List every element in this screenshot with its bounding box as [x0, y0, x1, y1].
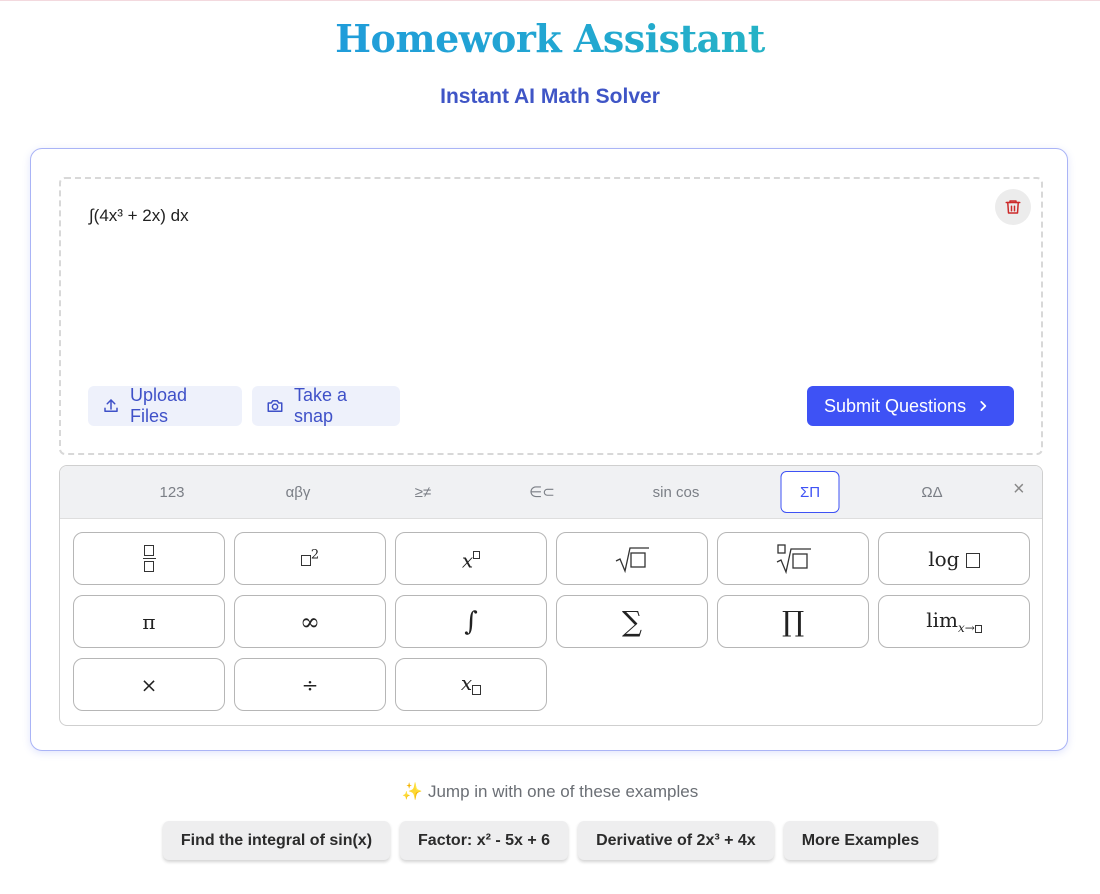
examples-row	[0, 821, 1100, 860]
key-nth-root[interactable]	[717, 532, 869, 585]
keypad-keys	[73, 532, 1031, 711]
multiply-icon: ×	[140, 672, 158, 697]
top-border	[0, 0, 1100, 1]
camera-icon	[266, 397, 284, 415]
clear-button[interactable]	[995, 189, 1031, 225]
key-integral[interactable]	[395, 595, 547, 648]
question-text[interactable]: ∫(4x³ + 2x) dx	[89, 206, 189, 225]
divide-icon: ÷	[301, 672, 319, 697]
more-examples-button[interactable]: More Examples	[784, 821, 937, 860]
upload-icon	[102, 397, 120, 415]
limit-icon: $\lim_{x\to}$	[926, 608, 982, 635]
take-snap-label: Take a snap	[294, 385, 348, 426]
page-subtitle: Instant AI Math Solver	[440, 85, 660, 108]
take-snap-button[interactable]	[252, 386, 400, 426]
key-limit[interactable]	[878, 595, 1030, 648]
key-subscript[interactable]	[395, 658, 547, 711]
tab-symbols[interactable]: ΩΔ	[921, 483, 943, 501]
keypad-tabs	[60, 466, 1042, 519]
fraction-icon	[143, 545, 156, 572]
tab-greek[interactable]: αβγ	[285, 483, 311, 501]
tab-sets[interactable]: ∈⊂	[529, 484, 555, 501]
log-icon: log	[928, 547, 980, 571]
chevron-right-icon	[976, 399, 990, 413]
key-fraction[interactable]	[73, 532, 225, 585]
nth-root-icon	[774, 544, 812, 574]
pi-icon: π	[142, 609, 156, 634]
key-multiply[interactable]	[73, 658, 225, 711]
example-derivative-button[interactable]: Derivative of 2x³ + 4x	[578, 821, 774, 860]
sum-icon: ∑	[622, 605, 642, 638]
close-keypad-button[interactable]: ×	[1013, 478, 1025, 500]
key-square[interactable]	[234, 532, 386, 585]
solver-card	[30, 148, 1068, 751]
upload-files-button[interactable]	[88, 386, 242, 426]
key-pi[interactable]	[73, 595, 225, 648]
key-log[interactable]	[878, 532, 1030, 585]
key-square-root[interactable]	[556, 532, 708, 585]
trash-icon	[1004, 198, 1022, 216]
square-icon: 2	[301, 547, 319, 571]
tab-comparison[interactable]: ≥≠	[414, 483, 432, 501]
tab-trig[interactable]: sin cos	[652, 483, 700, 501]
examples-heading	[0, 782, 1100, 802]
tab-sum-product[interactable]: ΣΠ	[781, 471, 840, 513]
power-icon: x	[462, 545, 480, 573]
integral-icon: ∫	[464, 606, 478, 637]
submit-questions-label: Submit Questions	[824, 395, 967, 416]
examples-heading-text: Jump in with one of these examples	[427, 782, 699, 801]
page-title: Homework Assistant	[0, 12, 1100, 66]
subscript-icon: x	[461, 671, 481, 699]
tab-numbers[interactable]: 123	[159, 483, 185, 501]
key-infinity[interactable]	[234, 595, 386, 648]
upload-files-label: Upload Files	[130, 385, 188, 426]
infinity-icon: ∞	[300, 607, 320, 636]
key-divide[interactable]	[234, 658, 386, 711]
sparkle-icon: ✨	[401, 782, 423, 801]
example-factor-button[interactable]: Factor: x² - 5x + 6	[400, 821, 568, 860]
key-power[interactable]	[395, 532, 547, 585]
product-icon: ∏	[781, 605, 805, 638]
submit-questions-button[interactable]	[807, 386, 1014, 426]
square-root-icon	[614, 545, 650, 573]
key-sum[interactable]	[556, 595, 708, 648]
question-editor[interactable]	[59, 177, 1043, 455]
example-integral-button[interactable]: Find the integral of sin(x)	[163, 821, 390, 860]
key-product[interactable]	[717, 595, 869, 648]
math-keypad	[59, 465, 1043, 726]
